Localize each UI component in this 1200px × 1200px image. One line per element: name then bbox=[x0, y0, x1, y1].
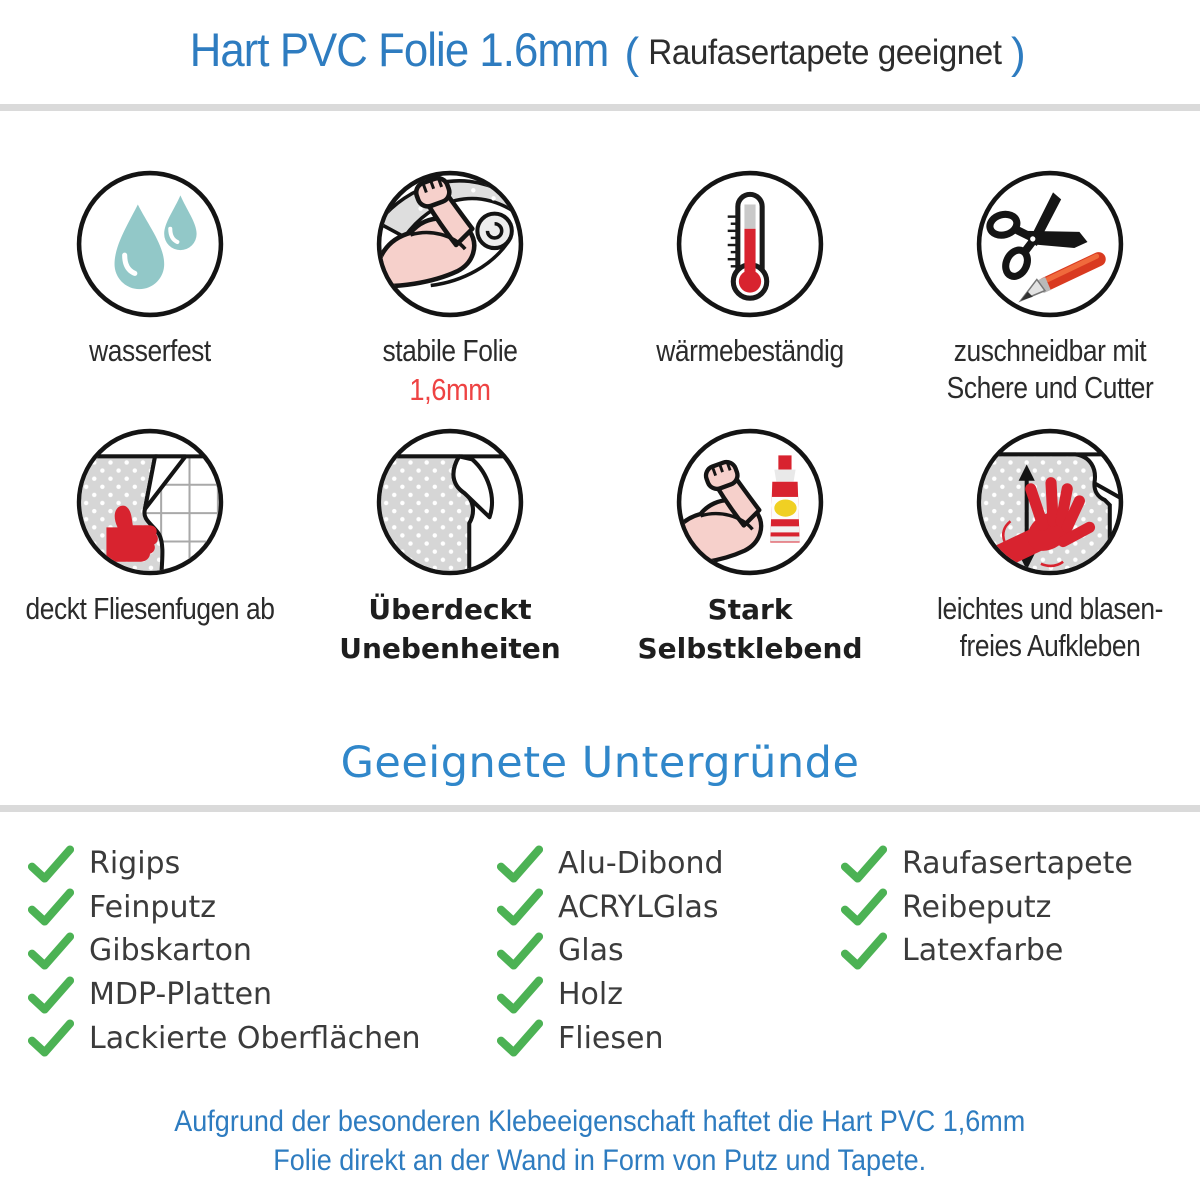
check-icon bbox=[28, 888, 74, 926]
feature-stable-foil bbox=[300, 168, 600, 408]
feature-covers-tile-joints bbox=[0, 426, 300, 668]
list-item bbox=[28, 929, 421, 973]
substrate-label: Reibeputz bbox=[902, 889, 1052, 925]
substrate-label: Rigips bbox=[89, 846, 181, 882]
feature-bubble-free bbox=[900, 426, 1200, 668]
feature-self-adhesive bbox=[600, 426, 900, 668]
strong-arm-glue-tube-icon bbox=[674, 426, 826, 578]
check-icon bbox=[28, 976, 74, 1014]
feature-caption: leichtes und blasen- bbox=[937, 591, 1163, 626]
feature-caption: wärmebeständig bbox=[656, 333, 844, 368]
feature-waterproof bbox=[0, 168, 300, 408]
check-icon bbox=[841, 932, 887, 970]
list-item bbox=[841, 929, 1133, 973]
feature-row-2 bbox=[0, 426, 1200, 668]
feature-row-1 bbox=[0, 168, 1200, 408]
list-item bbox=[841, 842, 1133, 886]
feature-covers-unevenness bbox=[300, 426, 600, 668]
feature-caption: wasserfest bbox=[89, 333, 211, 368]
substrates-column-2 bbox=[497, 842, 724, 1060]
check-icon bbox=[28, 932, 74, 970]
tile-joint-thumbs-up-icon bbox=[74, 426, 226, 578]
hand-smoothing-foil-icon bbox=[974, 426, 1126, 578]
list-item bbox=[841, 886, 1133, 930]
check-icon bbox=[841, 845, 887, 883]
footer-line: Folie direkt an der Wand in Form von Putz und Tapete. bbox=[273, 1144, 927, 1177]
list-item bbox=[28, 973, 421, 1017]
feature-heat-resistant bbox=[600, 168, 900, 408]
substrate-label: ACRYLGlas bbox=[558, 889, 719, 925]
list-item bbox=[497, 842, 724, 886]
check-icon bbox=[28, 845, 74, 883]
feature-caption: freies Aufkleben bbox=[959, 628, 1141, 663]
feature-caption: deckt Fliesenfugen ab bbox=[25, 591, 275, 626]
divider-bar bbox=[0, 805, 1200, 812]
feature-caption: Stark bbox=[707, 593, 793, 626]
list-item bbox=[497, 886, 724, 930]
divider-bar bbox=[0, 104, 1200, 111]
check-icon bbox=[497, 976, 543, 1014]
title-paren-close: ) bbox=[1010, 29, 1026, 78]
list-item bbox=[497, 973, 724, 1017]
substrates-column-1 bbox=[28, 842, 421, 1060]
substrate-label: Holz bbox=[558, 977, 623, 1013]
scissors-and-cutter-icon bbox=[974, 168, 1126, 320]
page-title bbox=[0, 22, 1200, 79]
footer-note bbox=[0, 1102, 1200, 1180]
list-item bbox=[28, 842, 421, 886]
substrate-label: Gibskarton bbox=[89, 933, 252, 969]
foil-thickness-label: 1,6mm bbox=[409, 372, 491, 407]
check-icon bbox=[28, 1019, 74, 1057]
feature-caption: zuschneidbar mit bbox=[953, 333, 1147, 368]
substrate-label: Glas bbox=[558, 933, 624, 969]
feature-caption: stabile Folie bbox=[382, 333, 518, 368]
list-item bbox=[497, 929, 724, 973]
substrate-label: Alu-Dibond bbox=[558, 846, 724, 882]
substrate-label: Feinputz bbox=[89, 889, 216, 925]
footer-line: Aufgrund der besonderen Klebeeigenschaft haftet die Hart PVC 1,6mm bbox=[174, 1105, 1026, 1138]
list-item bbox=[28, 886, 421, 930]
title-paren-open: ( bbox=[624, 29, 640, 78]
check-icon bbox=[497, 932, 543, 970]
water-drops-icon bbox=[74, 168, 226, 320]
list-item bbox=[28, 1016, 421, 1060]
feature-caption: Schere und Cutter bbox=[946, 370, 1154, 405]
thermometer-icon bbox=[674, 168, 826, 320]
list-item bbox=[497, 1016, 724, 1060]
substrate-label: Lackierte Oberflächen bbox=[89, 1020, 421, 1056]
title-main: Hart PVC Folie 1.6mm bbox=[190, 23, 609, 76]
substrate-label: Fliesen bbox=[558, 1020, 664, 1056]
title-secondary: Raufasertapete geeignet bbox=[648, 33, 1002, 72]
feature-caption: Unebenheiten bbox=[339, 632, 561, 665]
substrate-label: MDP-Platten bbox=[89, 977, 273, 1013]
strong-arm-foil-roll-icon bbox=[374, 168, 526, 320]
check-icon bbox=[497, 845, 543, 883]
feature-caption: Überdeckt bbox=[368, 593, 532, 626]
substrate-label: Raufasertapete bbox=[902, 846, 1133, 882]
substrates-heading: Geeignete Untergründe bbox=[340, 738, 860, 788]
substrate-label: Latexfarbe bbox=[902, 933, 1064, 969]
feature-caption: Selbstklebend bbox=[637, 632, 863, 665]
substrates-column-3 bbox=[841, 842, 1133, 973]
check-icon bbox=[497, 888, 543, 926]
check-icon bbox=[497, 1019, 543, 1057]
check-icon bbox=[841, 888, 887, 926]
feature-cuttable bbox=[900, 168, 1200, 408]
foil-fold-icon bbox=[374, 426, 526, 578]
